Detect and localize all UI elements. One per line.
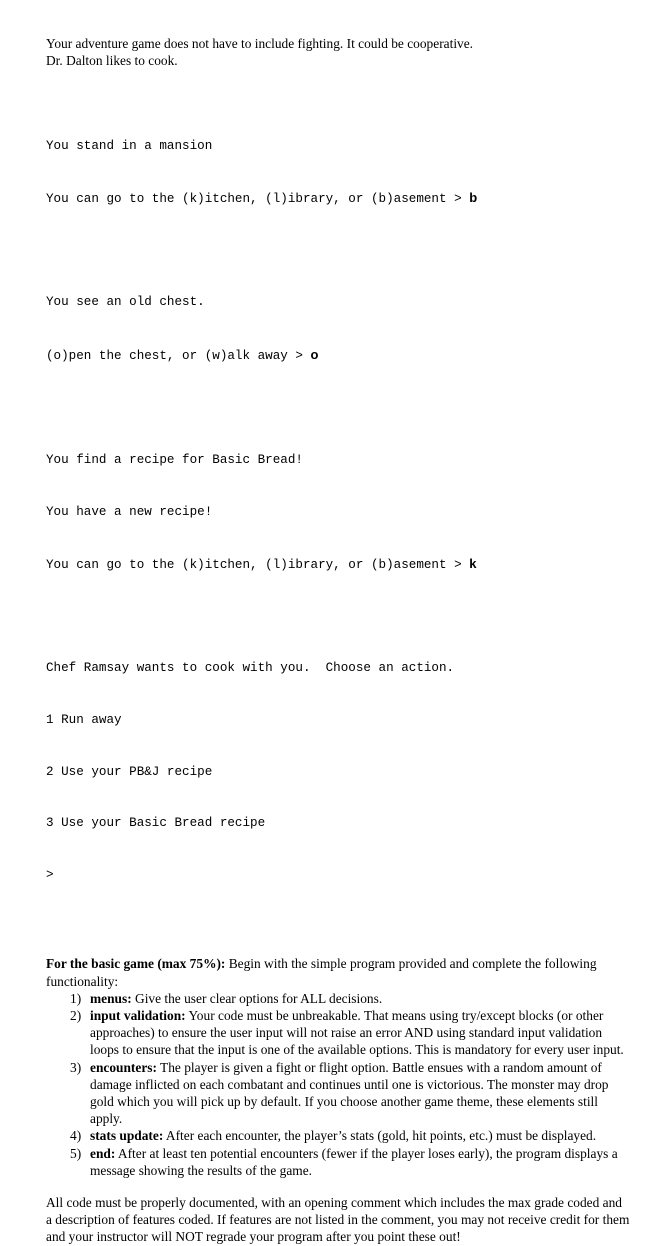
requirement-stats-update: 4) stats update: After each encounter, the player’s stats (gold, hit points, etc.) must be displayed.	[70, 1128, 597, 1144]
closing-paragraph: All code must be properly documented, with an opening comment which includes the max grade coded and a description of features coded. If features are not listed in the comment, you may not receive credit for them and your instructor will NOT regrade your program after you point these out!	[46, 1194, 630, 1245]
transcript-line: 3 Use your Basic Bread recipe	[46, 816, 266, 831]
transcript-block-3	[46, 418, 631, 609]
transcript-line: You can go to the (k)itchen, (l)ibrary, or (b)asement > k	[46, 556, 477, 573]
transcript-line: You find a recipe for Basic Bread!	[46, 453, 303, 468]
transcript-prompt: >	[46, 867, 54, 882]
requirement-end: 5) end: After at least ten potential encounters (fewer if the player loses early), the program displays a message showing the results of the game.	[70, 1145, 618, 1178]
intro-line-1: Your adventure game does not have to include fighting. It could be cooperative.	[46, 36, 474, 51]
transcript-block-4	[46, 626, 631, 918]
intro-line-2: Dr. Dalton likes to cook.	[46, 53, 178, 69]
transcript-line: (o)pen the chest, or (w)alk away > o	[46, 347, 319, 364]
transcript-block-1	[46, 103, 631, 243]
transcript-block-2	[46, 260, 631, 400]
user-input: b	[469, 190, 478, 206]
requirement-input-validation: 2) input validation: Your code must be unbreakable. That means using try/except blocks (or other approaches) to ensure the user input will not raise an error AND using standard input validation loops to ensure that the input is one of the available options. This is mandatory for every user input.	[70, 1007, 624, 1058]
assignment-document	[46, 35, 631, 1246]
requirement-menus: 1) menus: Give the user clear options for ALL decisions.	[70, 990, 383, 1006]
transcript-line: Chef Ramsay wants to cook with you. Choose an action.	[46, 661, 455, 676]
requirement-encounters: 3) encounters: The player is given a fight or flight option. Battle ensues with a random amount of damage inflicted on each combatant and continues until one is victorious. The monster may drop gold which you will pick up by default. If you choose another game theme, these elements still apply.	[70, 1059, 609, 1127]
transcript-line: You see an old chest.	[46, 295, 205, 310]
transcript-line: You can go to the (k)itchen, (l)ibrary, or (b)asement > b	[46, 190, 478, 207]
requirements-section	[46, 955, 631, 1179]
requirements-intro: For the basic game (max 75%): Begin with the simple program provided and complete the following functionality:	[46, 956, 597, 989]
transcript-line: 1 Run away	[46, 712, 122, 727]
intro-section	[46, 35, 631, 69]
transcript-line: You have a new recipe!	[46, 504, 213, 519]
requirements-heading: For the basic game (max 75%):	[46, 956, 226, 972]
transcript-line: 2 Use your PB&J recipe	[46, 764, 213, 779]
user-input: o	[310, 347, 319, 363]
user-input: k	[469, 556, 477, 572]
transcript-line: You stand in a mansion	[46, 138, 213, 153]
requirements-list	[46, 990, 631, 1179]
